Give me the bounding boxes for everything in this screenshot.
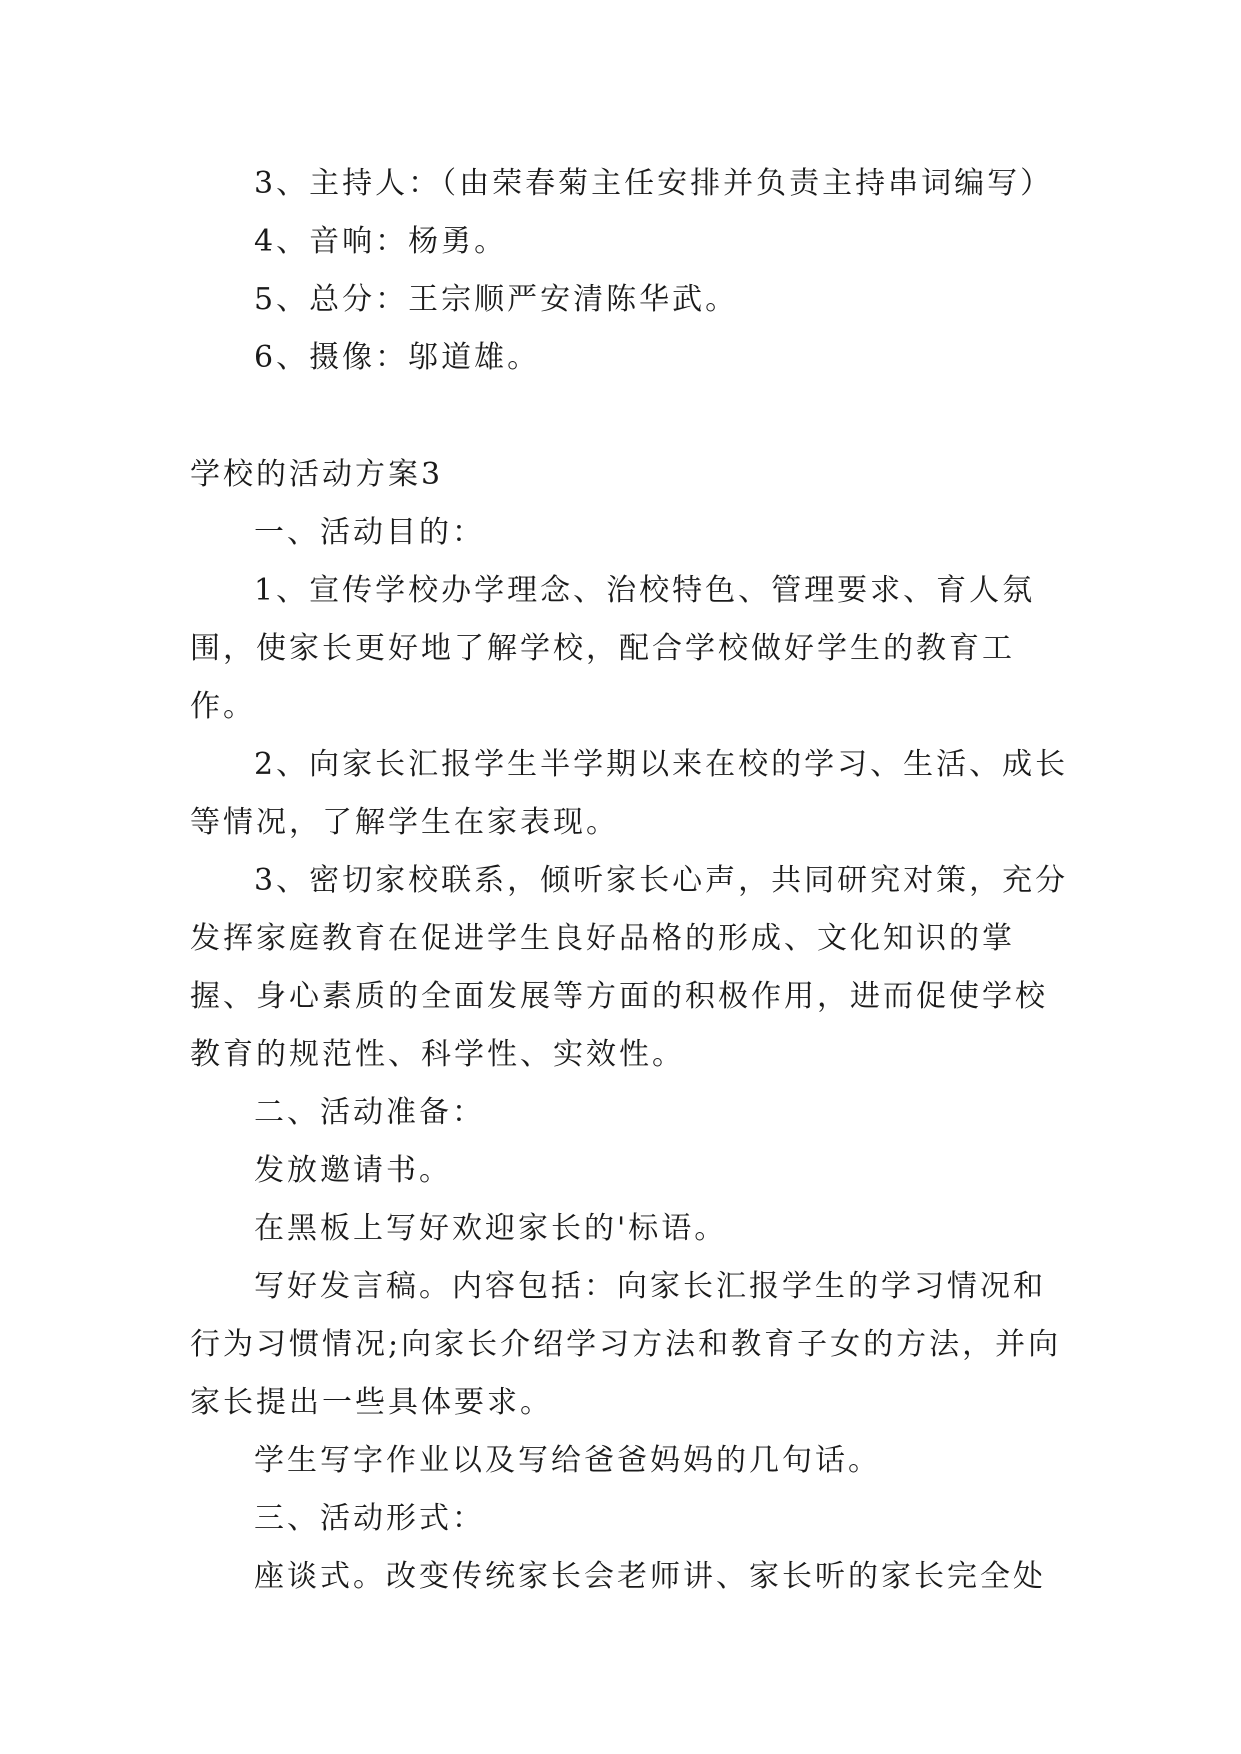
staff-line-general: 5、总分：王宗顺严安清陈华武。	[254, 282, 739, 317]
section-title: 学校的活动方案3	[190, 457, 444, 492]
activity-plan-section	[190, 446, 1070, 1606]
staff-line-host: 3、主持人：（由荣春菊主任安排并负责主持串词编写）	[254, 166, 1054, 201]
staff-list	[190, 155, 1070, 387]
purpose-item-2: 2、向家长汇报学生半学期以来在校的学习、生活、成长等情况，了解学生在家表现。	[190, 747, 1069, 840]
staff-line-audio: 4、音响：杨勇。	[254, 224, 508, 259]
purpose-item-3: 3、密切家校联系，倾听家长心声，共同研究对策，充分发挥家庭教育在促进学生良好品格的形成、文化知识的掌握、身心素质的全面发展等方面的积极作用，进而促使学校教育的规范性、科学性、实效性。	[190, 863, 1069, 1072]
prep-item-student-work: 学生写字作业以及写给爸爸妈妈的几句话。	[254, 1443, 881, 1478]
prep-item-speech: 写好发言稿。内容包括：向家长汇报学生的学习情况和行为习惯情况;向家长介绍学习方法和教育子女的方法，并向家长提出一些具体要求。	[190, 1269, 1062, 1420]
prep-item-invitation: 发放邀请书。	[254, 1153, 452, 1188]
purpose-item-1: 1、宣传学校办学理念、治校特色、管理要求、育人氛围，使家长更好地了解学校，配合学校做好学生的教育工作。	[190, 573, 1036, 724]
heading-format: 三、活动形式：	[254, 1501, 485, 1536]
heading-purpose: 一、活动目的：	[254, 515, 485, 550]
format-item-forum: 座谈式。改变传统家长会老师讲、家长听的家长完全处	[254, 1559, 1046, 1594]
staff-line-camera: 6、摄像：邬道雄。	[254, 340, 541, 375]
prep-item-blackboard: 在黑板上写好欢迎家长的'标语。	[254, 1211, 728, 1246]
heading-preparation: 二、活动准备：	[254, 1095, 485, 1130]
